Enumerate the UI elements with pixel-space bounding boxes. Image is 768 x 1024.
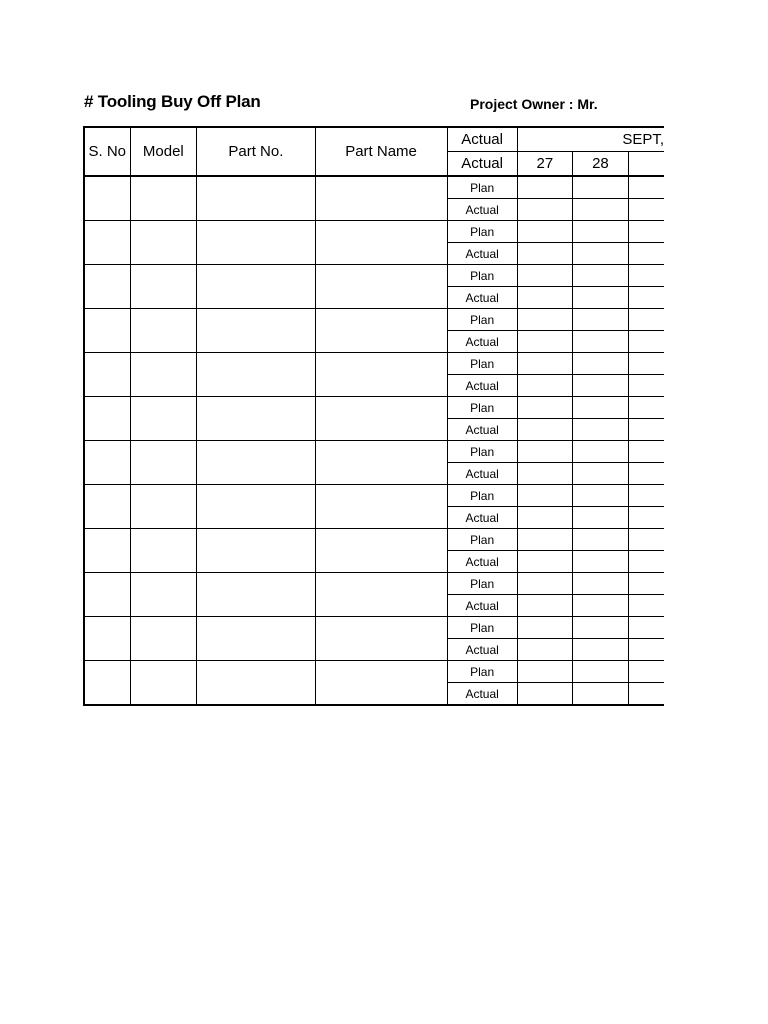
- cell-model[interactable]: [130, 661, 197, 706]
- cell-day-entry[interactable]: [628, 639, 664, 661]
- cell-s-no[interactable]: [84, 529, 130, 573]
- cell-day-entry[interactable]: [628, 529, 664, 551]
- col-header-status-top: Actual: [447, 127, 517, 152]
- cell-day-entry[interactable]: [572, 287, 628, 309]
- cell-day-entry[interactable]: [517, 529, 572, 551]
- cell-part-name[interactable]: [315, 221, 447, 265]
- cell-part-no[interactable]: [197, 353, 315, 397]
- cell-actual-label: Actual: [447, 639, 517, 661]
- cell-day-entry[interactable]: [628, 309, 664, 331]
- cell-part-no[interactable]: [197, 529, 315, 573]
- table-row: [84, 661, 664, 683]
- cell-actual-label: Actual: [447, 595, 517, 617]
- cell-day-entry[interactable]: [628, 573, 664, 595]
- cell-s-no[interactable]: [84, 573, 130, 617]
- cell-day-entry[interactable]: [517, 551, 572, 573]
- cell-actual-label: Actual: [447, 199, 517, 221]
- cell-part-name[interactable]: [315, 397, 447, 441]
- cell-day-entry[interactable]: [572, 176, 628, 199]
- cell-s-no[interactable]: [84, 485, 130, 529]
- cell-day-entry[interactable]: [628, 331, 664, 353]
- cell-day-entry[interactable]: [517, 639, 572, 661]
- cell-day-entry[interactable]: [628, 507, 664, 529]
- cell-day-entry[interactable]: [517, 265, 572, 287]
- cell-part-no[interactable]: [197, 397, 315, 441]
- cell-day-entry[interactable]: [517, 441, 572, 463]
- cell-day-entry[interactable]: [628, 617, 664, 639]
- cell-part-no[interactable]: [197, 309, 315, 353]
- cell-part-no[interactable]: [197, 176, 315, 221]
- cell-model[interactable]: [130, 176, 197, 221]
- cell-model[interactable]: [130, 353, 197, 397]
- cell-s-no[interactable]: [84, 221, 130, 265]
- table-row: [84, 441, 664, 463]
- cell-day-entry[interactable]: [517, 309, 572, 331]
- cell-part-name[interactable]: [315, 265, 447, 309]
- cell-day-entry[interactable]: [572, 463, 628, 485]
- cell-day-entry[interactable]: [628, 287, 664, 309]
- cell-day-entry[interactable]: [517, 353, 572, 375]
- cell-day-entry[interactable]: [572, 331, 628, 353]
- cell-part-name[interactable]: [315, 485, 447, 529]
- cell-plan-label: Plan: [447, 661, 517, 683]
- cell-plan-label: Plan: [447, 617, 517, 639]
- cell-plan-label: Plan: [447, 353, 517, 375]
- table-row: [84, 353, 664, 375]
- col-header-part-no: Part No.: [197, 127, 315, 176]
- cell-day-entry[interactable]: [572, 507, 628, 529]
- table-row: [84, 221, 664, 243]
- cell-day-entry[interactable]: [572, 573, 628, 595]
- cell-model[interactable]: [130, 529, 197, 573]
- cell-day-entry[interactable]: [628, 463, 664, 485]
- page-title: # Tooling Buy Off Plan: [84, 92, 261, 111]
- cell-day-entry[interactable]: [572, 595, 628, 617]
- table-row: [84, 176, 664, 199]
- cell-model[interactable]: [130, 485, 197, 529]
- cell-day-entry[interactable]: [572, 639, 628, 661]
- cell-day-entry[interactable]: [517, 397, 572, 419]
- cell-s-no[interactable]: [84, 176, 130, 221]
- cell-model[interactable]: [130, 573, 197, 617]
- cell-model[interactable]: [130, 309, 197, 353]
- cell-day-entry[interactable]: [628, 265, 664, 287]
- cell-day-entry[interactable]: [517, 507, 572, 529]
- cell-plan-label: Plan: [447, 221, 517, 243]
- cell-actual-label: Actual: [447, 551, 517, 573]
- cell-day-entry[interactable]: [628, 683, 664, 706]
- cell-model[interactable]: [130, 397, 197, 441]
- cell-day-entry[interactable]: [517, 331, 572, 353]
- cell-part-name[interactable]: [315, 529, 447, 573]
- cell-day-entry[interactable]: [517, 661, 572, 683]
- cell-actual-label: Actual: [447, 507, 517, 529]
- cell-s-no[interactable]: [84, 397, 130, 441]
- cell-model[interactable]: [130, 265, 197, 309]
- cell-day-entry[interactable]: [572, 419, 628, 441]
- cell-plan-label: Plan: [447, 265, 517, 287]
- cell-day-entry[interactable]: [517, 419, 572, 441]
- cell-day-entry[interactable]: [572, 221, 628, 243]
- cell-plan-label: Plan: [447, 573, 517, 595]
- cell-actual-label: Actual: [447, 287, 517, 309]
- cell-part-name[interactable]: [315, 353, 447, 397]
- cell-day-entry[interactable]: [517, 221, 572, 243]
- cell-day-entry[interactable]: [572, 309, 628, 331]
- cell-day-entry[interactable]: [628, 243, 664, 265]
- cell-day-entry[interactable]: [628, 397, 664, 419]
- col-header-model: Model: [130, 127, 197, 176]
- cell-s-no[interactable]: [84, 309, 130, 353]
- cell-day-entry[interactable]: [628, 199, 664, 221]
- cell-day-entry[interactable]: [572, 529, 628, 551]
- col-header-day-next: [628, 152, 664, 177]
- cell-part-name[interactable]: [315, 176, 447, 221]
- cell-day-entry[interactable]: [572, 375, 628, 397]
- cell-model[interactable]: [130, 221, 197, 265]
- cell-day-entry[interactable]: [628, 176, 664, 199]
- cell-part-name[interactable]: [315, 661, 447, 706]
- cell-day-entry[interactable]: [572, 617, 628, 639]
- table-row: [84, 573, 664, 595]
- cell-day-entry[interactable]: [572, 441, 628, 463]
- cell-day-entry[interactable]: [572, 551, 628, 573]
- cell-day-entry[interactable]: [628, 221, 664, 243]
- cell-day-entry[interactable]: [572, 243, 628, 265]
- cell-part-name[interactable]: [315, 573, 447, 617]
- project-owner-label: Project Owner : Mr.: [470, 96, 598, 112]
- cell-day-entry[interactable]: [572, 397, 628, 419]
- cell-day-entry[interactable]: [517, 243, 572, 265]
- cell-part-name[interactable]: [315, 441, 447, 485]
- table-row: [84, 265, 664, 287]
- cell-day-entry[interactable]: [628, 419, 664, 441]
- col-header-part-name: Part Name: [315, 127, 447, 176]
- cell-day-entry[interactable]: [517, 375, 572, 397]
- cell-plan-label: Plan: [447, 176, 517, 199]
- cell-day-entry[interactable]: [517, 573, 572, 595]
- cell-day-entry[interactable]: [628, 375, 664, 397]
- table-row: [84, 617, 664, 639]
- cell-part-name[interactable]: [315, 617, 447, 661]
- cell-day-entry[interactable]: [517, 287, 572, 309]
- cell-day-entry[interactable]: [572, 265, 628, 287]
- cell-part-no[interactable]: [197, 265, 315, 309]
- cell-part-no[interactable]: [197, 573, 315, 617]
- cell-day-entry[interactable]: [517, 595, 572, 617]
- cell-day-entry[interactable]: [628, 551, 664, 573]
- cell-actual-label: Actual: [447, 463, 517, 485]
- cell-day-entry[interactable]: [628, 353, 664, 375]
- col-header-status-bottom: Actual: [447, 152, 517, 177]
- col-header-s-no: S. No: [84, 127, 130, 176]
- cell-part-no[interactable]: [197, 661, 315, 706]
- cell-day-entry[interactable]: [517, 463, 572, 485]
- table-row: [84, 485, 664, 507]
- cell-day-entry[interactable]: [572, 353, 628, 375]
- cell-day-entry[interactable]: [572, 485, 628, 507]
- cell-day-entry[interactable]: [517, 485, 572, 507]
- cell-day-entry[interactable]: [628, 661, 664, 683]
- tooling-plan-table: [83, 126, 664, 706]
- cell-actual-label: Actual: [447, 243, 517, 265]
- cell-day-entry[interactable]: [517, 199, 572, 221]
- cell-actual-label: Actual: [447, 683, 517, 706]
- cell-day-entry[interactable]: [517, 617, 572, 639]
- col-header-day-28: 28: [572, 152, 628, 177]
- cell-plan-label: Plan: [447, 529, 517, 551]
- col-header-month: SEPT,: [517, 127, 664, 152]
- cell-s-no[interactable]: [84, 661, 130, 706]
- cell-part-no[interactable]: [197, 617, 315, 661]
- table-row: [84, 397, 664, 419]
- cell-s-no[interactable]: [84, 617, 130, 661]
- cell-plan-label: Plan: [447, 485, 517, 507]
- cell-s-no[interactable]: [84, 265, 130, 309]
- cell-part-no[interactable]: [197, 485, 315, 529]
- cell-day-entry[interactable]: [628, 595, 664, 617]
- cell-day-entry[interactable]: [517, 176, 572, 199]
- cell-s-no[interactable]: [84, 441, 130, 485]
- cell-day-entry[interactable]: [628, 485, 664, 507]
- cell-part-no[interactable]: [197, 441, 315, 485]
- cell-model[interactable]: [130, 441, 197, 485]
- cell-part-name[interactable]: [315, 309, 447, 353]
- col-header-day-27: 27: [517, 152, 572, 177]
- cell-actual-label: Actual: [447, 375, 517, 397]
- cell-day-entry[interactable]: [572, 683, 628, 706]
- cell-s-no[interactable]: [84, 353, 130, 397]
- cell-plan-label: Plan: [447, 309, 517, 331]
- cell-day-entry[interactable]: [628, 441, 664, 463]
- cell-day-entry[interactable]: [517, 683, 572, 706]
- table-row: [84, 529, 664, 551]
- cell-model[interactable]: [130, 617, 197, 661]
- cell-actual-label: Actual: [447, 419, 517, 441]
- cell-actual-label: Actual: [447, 331, 517, 353]
- cell-plan-label: Plan: [447, 441, 517, 463]
- cell-part-no[interactable]: [197, 221, 315, 265]
- cell-day-entry[interactable]: [572, 661, 628, 683]
- table-row: [84, 309, 664, 331]
- cell-day-entry[interactable]: [572, 199, 628, 221]
- cell-plan-label: Plan: [447, 397, 517, 419]
